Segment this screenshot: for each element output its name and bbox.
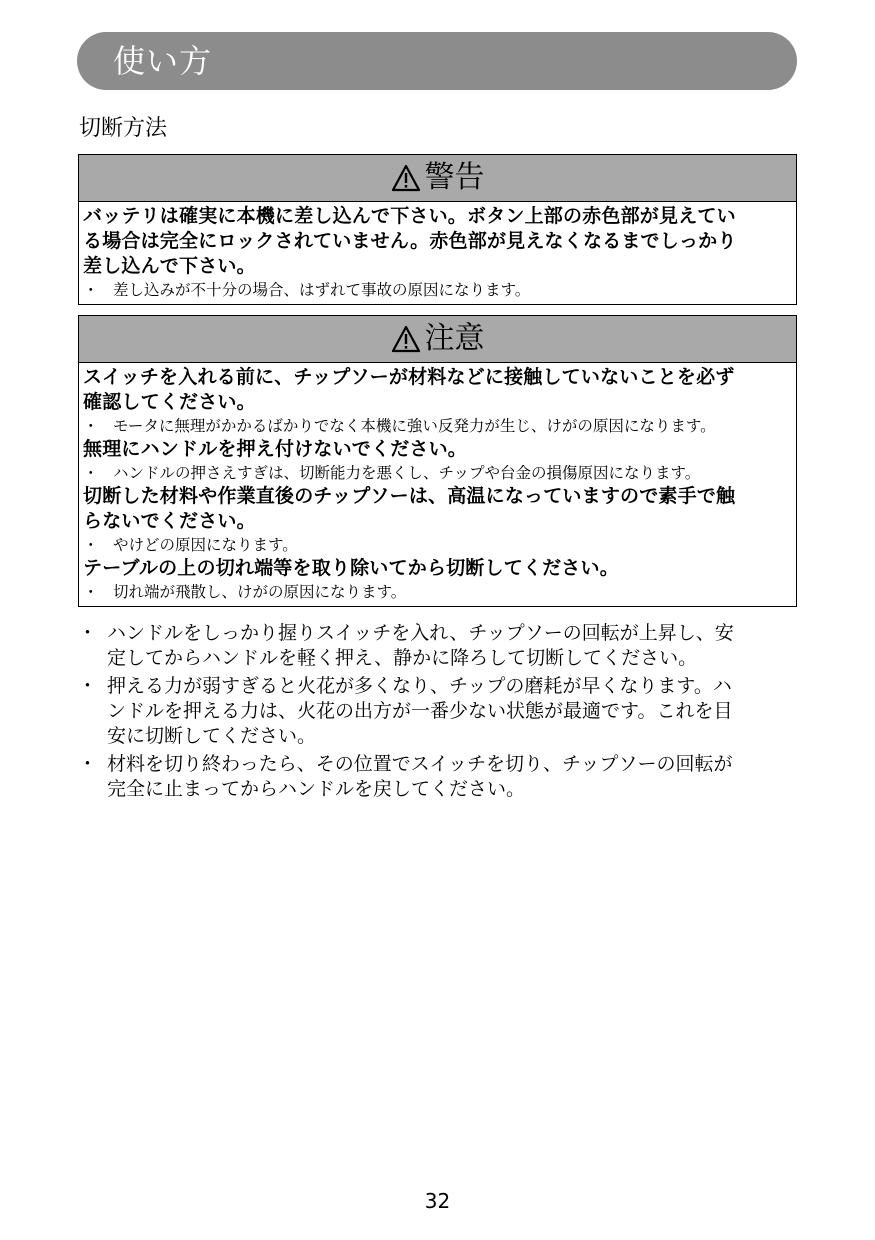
bullet: ・ [83,281,99,299]
section-title: 切断方法 [79,116,168,141]
bullet: ・ [83,536,99,554]
bullet: ・ [83,583,99,601]
warning-header [79,155,796,202]
instruction-item [78,621,798,671]
instruction-line: 安に切断してください。 [107,725,317,747]
caution-text-line: 無理にハンドルを押え付けないでください。 [83,438,468,460]
caution-text-line: 確認してください。 [83,391,256,413]
caution-note-text: やけどの原因になります。 [113,536,298,554]
page-number: 32 [424,1189,451,1213]
bullet: ・ [78,753,98,775]
warning-text-line: る場合は完全にロックされていません。赤色部が見えなくなるまでしっかり [83,230,737,252]
warning-note-text: 差し込みが不十分の場合、はずれて事故の原因になります。 [113,281,531,299]
caution-text-line: らないでください。 [83,510,256,532]
caution-body [79,363,796,606]
chapter-title: 使い方 [113,42,213,80]
bullet: ・ [83,464,99,482]
instruction-item [78,752,798,802]
caution-note [83,462,792,484]
caution-note-text: ハンドルの押さえすぎは、切断能力を悪くし、チップや台金の損傷原因になります。 [113,464,701,482]
caution-note [83,415,792,437]
instruction-item [78,674,798,749]
caution-text-line: テーブルの上の切れ端等を取り除いてから切断してください。 [83,557,619,579]
caution-label: 注意 [424,321,485,356]
instruction-line: 定してからハンドルを軽く押え、静かに降ろして切断してください。 [107,647,698,669]
warning-body [79,202,796,304]
instruction-line: 材料を切り終わったら、その位置でスイッチを切り、チップソーの回転が [107,753,733,775]
bullet: ・ [78,675,98,697]
instruction-text [107,752,798,802]
caution-note [83,534,792,556]
warning-triangle-icon [391,164,421,192]
instruction-text [107,621,798,671]
bullet: ・ [78,622,98,644]
caution-note [83,581,792,603]
caution-text-line: 切断した材料や作業直後のチップソーは、高温になっていますので素手で触 [83,485,736,507]
warning-box [78,154,797,305]
caution-note-text: 切れ端が飛散し、けがの原因になります。 [113,583,407,601]
caution-note-text: モータに無理がかかるばかりでなく本機に強い反発力が生じ、けがの原因になります。 [113,417,716,435]
warning-text-line: バッテリは確実に本機に差し込んで下さい。ボタン上部の赤色部が見えてい [83,205,736,227]
warning-triangle-icon [391,325,421,353]
instruction-line: 押える力が弱すぎると火花が多くなり、チップの磨耗が早くなります。ハ [107,675,732,697]
instruction-line: 完全に止まってからハンドルを戻してください。 [107,778,526,800]
caution-box [78,315,797,607]
bullet: ・ [83,417,99,435]
caution-header [79,316,796,363]
instruction-line: ンドルを押える力は、火花の出方が一番少ない状態が最適です。これを目 [107,700,733,722]
instruction-list [78,621,798,805]
instruction-text [107,674,798,749]
chapter-header-bar [77,32,797,90]
warning-note [83,279,792,301]
caution-text-line: スイッチを入れる前に、チップソーが材料などに接触していないことを必ず [83,366,735,388]
warning-text-line: 差し込んで下さい。 [83,255,256,277]
warning-label: 警告 [424,160,485,195]
instruction-line: ハンドルをしっかり握りスイッチを入れ、チップソーの回転が上昇し、安 [107,622,734,644]
